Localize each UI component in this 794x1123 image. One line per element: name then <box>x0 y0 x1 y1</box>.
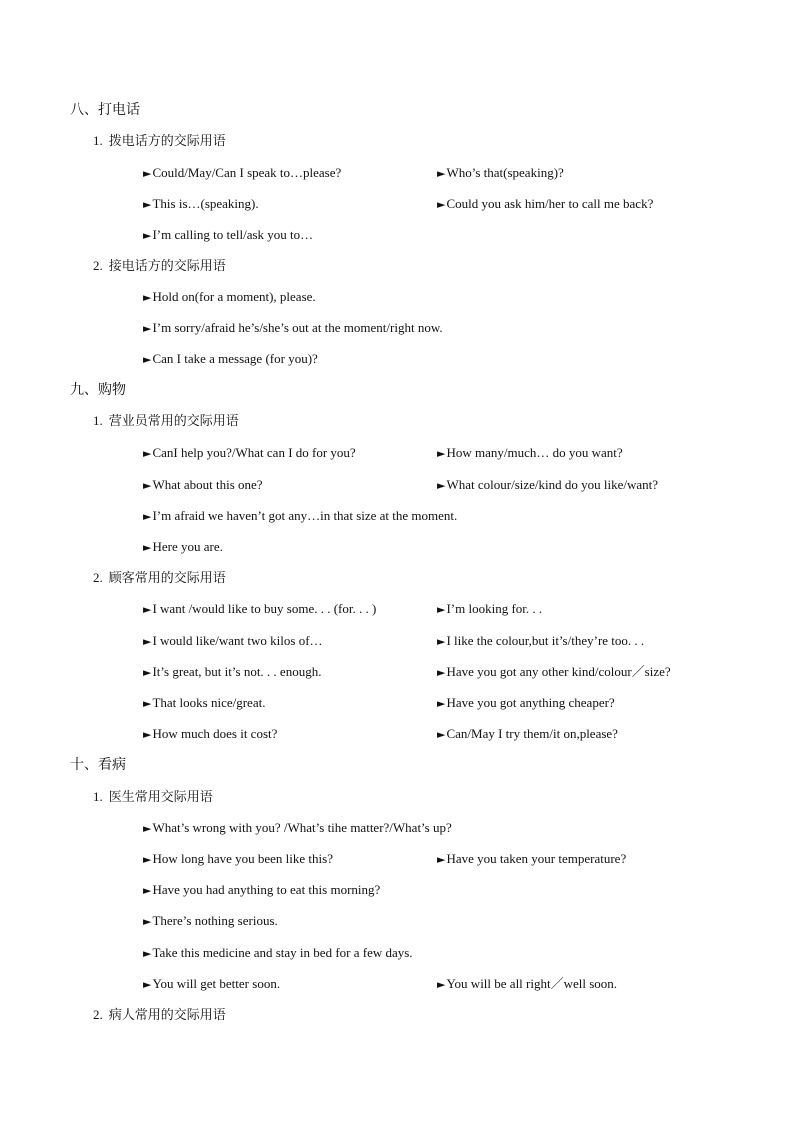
subheading-receiver <box>93 257 226 276</box>
phrase-text: Have you had anything to eat this morning? <box>152 882 381 897</box>
list-item <box>437 975 617 994</box>
subheading-text: 拨电话方的交际用语 <box>108 134 226 149</box>
arrow-bullet-icon: ► <box>437 697 446 710</box>
phrase-text: How much does it cost? <box>152 726 278 741</box>
subheading-number: 1. <box>93 133 103 148</box>
arrow-bullet-icon: ► <box>143 884 152 897</box>
arrow-bullet-icon: ► <box>437 978 446 991</box>
subheading-text: 病人常用的交际用语 <box>108 1008 226 1023</box>
arrow-bullet-icon: ► <box>143 635 152 648</box>
arrow-bullet-icon: ► <box>143 915 152 928</box>
phrase-text: Who’s that(speaking)? <box>446 165 564 180</box>
arrow-bullet-icon: ► <box>143 229 152 242</box>
subheading-clerk <box>93 412 239 431</box>
phrase-text: I want /would like to buy some. . . (for. . . ) <box>152 601 377 616</box>
phrase-text: CanI help you?/What can I do for you? <box>152 445 356 460</box>
list-item <box>143 288 316 307</box>
arrow-bullet-icon: ► <box>437 635 446 648</box>
list-item <box>143 632 323 651</box>
arrow-bullet-icon: ► <box>143 853 152 866</box>
arrow-bullet-icon: ► <box>143 198 152 211</box>
arrow-bullet-icon: ► <box>143 291 152 304</box>
list-item <box>437 164 564 183</box>
phrase-text: Have you got anything cheaper? <box>446 695 615 710</box>
list-item <box>143 444 356 463</box>
phrase-text: I’m afraid we haven’t got any…in that size at the moment. <box>152 508 458 523</box>
arrow-bullet-icon: ► <box>143 322 152 335</box>
section-heading-shopping: 九、购物 <box>70 382 126 398</box>
phrase-text: How many/much… do you want? <box>446 445 623 460</box>
section-heading-phone: 八、打电话 <box>70 102 140 118</box>
subheading-doctor <box>93 788 213 807</box>
subheading-text: 顾客常用的交际用语 <box>108 571 226 586</box>
phrase-text: It’s great, but it’s not. . . enough. <box>152 664 322 679</box>
list-item <box>143 164 341 183</box>
phrase-text: What’s wrong with you? /What’s tihe matter?/What’s up? <box>152 820 452 835</box>
arrow-bullet-icon: ► <box>143 353 152 366</box>
phrase-text: I’m calling to tell/ask you to… <box>152 227 314 242</box>
arrow-bullet-icon: ► <box>143 603 152 616</box>
subheading-number: 1. <box>93 413 103 428</box>
arrow-bullet-icon: ► <box>143 541 152 554</box>
list-item <box>143 319 443 338</box>
list-item <box>437 476 658 495</box>
phrase-text: Take this medicine and stay in bed for a few days. <box>152 945 413 960</box>
list-item <box>143 912 278 931</box>
arrow-bullet-icon: ► <box>437 603 446 616</box>
phrase-text: Can/May I try them/it on,please? <box>446 726 618 741</box>
arrow-bullet-icon: ► <box>143 728 152 741</box>
subheading-number: 2. <box>93 258 103 273</box>
phrase-text: Have you taken your temperature? <box>446 851 627 866</box>
list-item <box>143 975 280 994</box>
list-item <box>437 694 615 713</box>
list-item <box>143 600 376 619</box>
subheading-customer <box>93 569 226 588</box>
subheading-text: 医生常用交际用语 <box>108 790 213 805</box>
list-item <box>143 850 333 869</box>
arrow-bullet-icon: ► <box>437 447 446 460</box>
list-item <box>437 632 644 651</box>
list-item <box>143 195 259 214</box>
phrase-text: Can I take a message (for you)? <box>152 351 318 366</box>
phrase-text: Here you are. <box>152 539 223 554</box>
list-item <box>437 663 671 682</box>
arrow-bullet-icon: ► <box>143 510 152 523</box>
phrase-text: I’m sorry/afraid he’s/she’s out at the moment/right now. <box>152 320 443 335</box>
arrow-bullet-icon: ► <box>143 167 152 180</box>
subheading-number: 2. <box>93 570 103 585</box>
arrow-bullet-icon: ► <box>437 728 446 741</box>
list-item <box>143 538 223 557</box>
arrow-bullet-icon: ► <box>143 978 152 991</box>
list-item <box>143 944 413 963</box>
phrase-text: I’m looking for. . . <box>446 601 543 616</box>
list-item <box>143 350 318 369</box>
subheading-text: 营业员常用的交际用语 <box>108 414 239 429</box>
phrase-text: You will get better soon. <box>152 976 281 991</box>
list-item <box>143 507 457 526</box>
arrow-bullet-icon: ► <box>143 447 152 460</box>
subheading-text: 接电话方的交际用语 <box>108 259 226 274</box>
subheading-caller <box>93 132 226 151</box>
section-heading-doctor: 十、看病 <box>70 757 126 773</box>
phrase-text: How long have you been like this? <box>152 851 333 866</box>
list-item <box>143 881 380 900</box>
subheading-patient <box>93 1006 226 1025</box>
phrase-text: This is…(speaking). <box>152 196 259 211</box>
arrow-bullet-icon: ► <box>143 697 152 710</box>
list-item <box>437 444 623 463</box>
arrow-bullet-icon: ► <box>437 853 446 866</box>
arrow-bullet-icon: ► <box>437 167 446 180</box>
list-item <box>437 600 542 619</box>
subheading-number: 1. <box>93 789 103 804</box>
list-item <box>143 226 313 245</box>
arrow-bullet-icon: ► <box>143 947 152 960</box>
arrow-bullet-icon: ► <box>437 479 446 492</box>
phrase-text: There’s nothing serious. <box>152 913 278 928</box>
arrow-bullet-icon: ► <box>437 666 446 679</box>
phrase-text: I like the colour,but it’s/they’re too. . . <box>446 633 645 648</box>
list-item <box>143 476 263 495</box>
arrow-bullet-icon: ► <box>143 822 152 835</box>
phrase-text: What colour/size/kind do you like/want? <box>446 477 659 492</box>
list-item <box>437 725 618 744</box>
list-item <box>143 725 277 744</box>
arrow-bullet-icon: ► <box>143 479 152 492</box>
list-item <box>143 819 452 838</box>
list-item <box>437 195 653 214</box>
phrase-text: Hold on(for a moment), please. <box>152 289 316 304</box>
phrase-text: Have you got any other kind/colour／size? <box>446 664 671 679</box>
subheading-number: 2. <box>93 1007 103 1022</box>
phrase-text: I would like/want two kilos of… <box>152 633 323 648</box>
phrase-text: That looks nice/great. <box>152 695 266 710</box>
arrow-bullet-icon: ► <box>437 198 446 211</box>
phrase-text: What about this one? <box>152 477 263 492</box>
list-item <box>437 850 626 869</box>
list-item <box>143 694 265 713</box>
arrow-bullet-icon: ► <box>143 666 152 679</box>
list-item <box>143 663 321 682</box>
phrase-text: Could you ask him/her to call me back? <box>446 196 654 211</box>
phrase-text: Could/May/Can I speak to…please? <box>152 165 342 180</box>
phrase-text: You will be all right／well soon. <box>446 976 618 991</box>
